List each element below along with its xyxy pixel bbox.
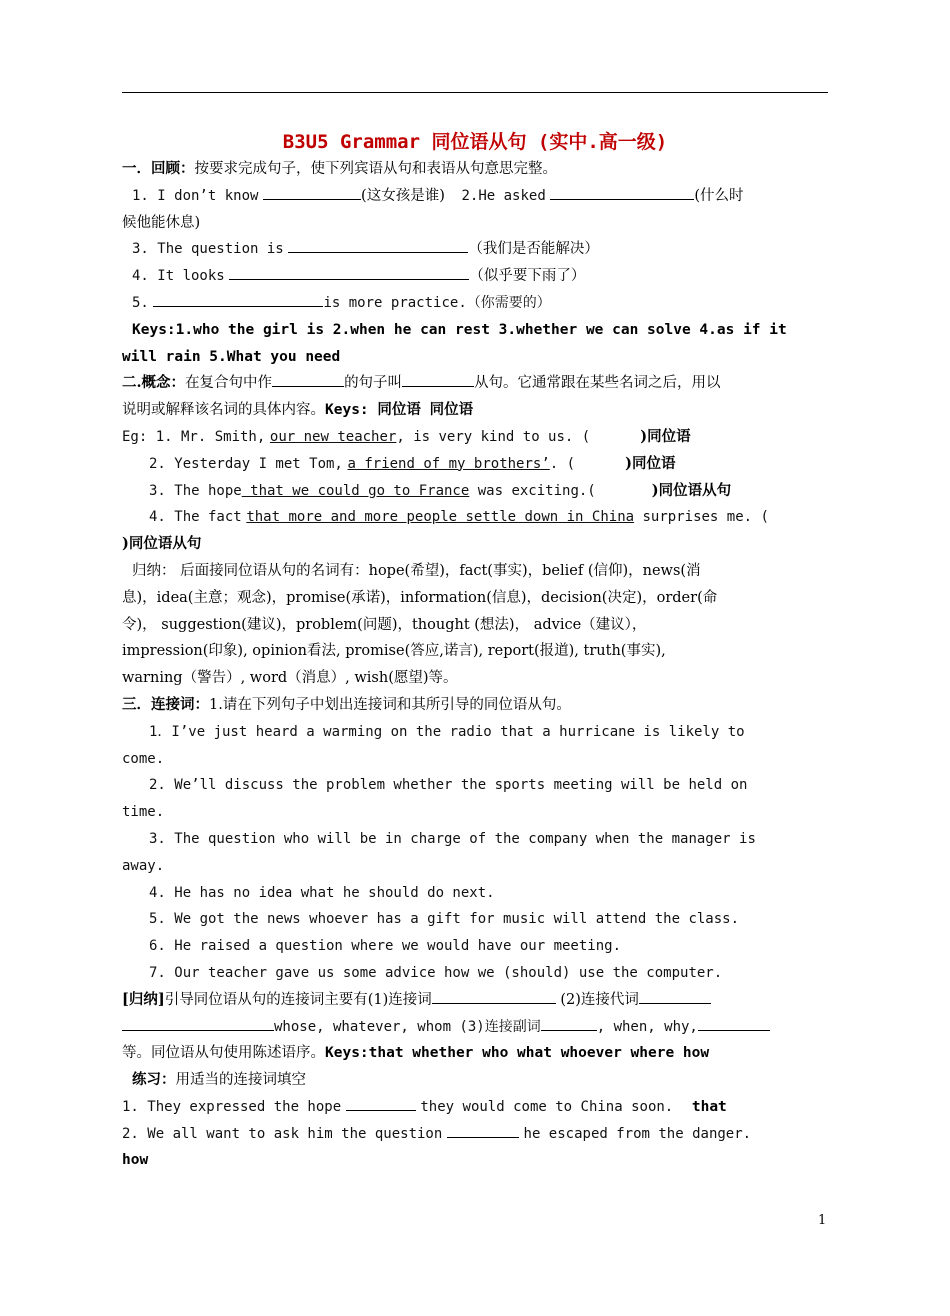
example-1: [122, 424, 828, 451]
practice-2: [122, 1121, 828, 1148]
p1-blank[interactable]: [346, 1096, 416, 1111]
example-2: [122, 451, 828, 478]
p1-start: 1. They expressed the hope: [122, 1098, 342, 1115]
eg2-underlined: a friend of my brothers’: [347, 455, 550, 472]
connector-text-2: (2)连接代词: [555, 991, 639, 1008]
item-7: 7. Our teacher gave us some advice how we (should) use the computer.: [149, 964, 723, 981]
page-title: B3U5 Grammar 同位语从句 (实中.高一级): [282, 131, 668, 153]
connector-text-1: 引导同位语从句的连接词主要有(1)连接词: [164, 991, 432, 1008]
item-5: 5. We got the news whoever has a gift for music will attend the class.: [149, 911, 740, 928]
connector-blank-2[interactable]: [639, 989, 711, 1004]
section3-heading: 三．连接词：: [122, 695, 209, 713]
concept-text-2: 的句子叫: [344, 375, 403, 392]
concept-blank-2[interactable]: [402, 372, 474, 387]
eg3-underlined: that we could go to France: [241, 482, 470, 499]
p2-blank[interactable]: [447, 1123, 519, 1138]
concept-text-4: 说明或解释该名词的具体内容。: [122, 402, 325, 419]
summary-tag: [归纳]: [122, 990, 165, 1008]
eg4-underlined: that more and more people settle down in China: [246, 509, 635, 526]
section1-keys-line1: Keys:1.who the girl is 2.when he can rest 3.whether we can solve 4.as if it: [132, 321, 787, 338]
example-3: [122, 478, 828, 505]
section2-line1: [122, 370, 828, 397]
q3-blank[interactable]: [288, 238, 468, 253]
summary-line-3: 令)， suggestion(建议)，problem(问题)，thought (想法)， advice（建议），: [122, 616, 647, 633]
header-rule: [122, 92, 828, 93]
connector-text-5: 等。同位语从句使用陈述语序。: [122, 1045, 325, 1062]
summary-line-1: 归纳： 后面接同位语从句的名词有：hope(希望)，fact(事实)，belief (信仰)，news(消: [132, 562, 701, 579]
q1-text: 1. I don’t know: [132, 187, 259, 204]
q5-blank[interactable]: [153, 292, 323, 307]
summary-line-5: warning（警告）, word（消息）, wish(愿望)等。: [122, 670, 458, 687]
q4-blank[interactable]: [229, 265, 469, 280]
eg1-start: Eg: 1. Mr. Smith,: [122, 428, 266, 445]
p2-end: he escaped from the danger.: [523, 1125, 752, 1142]
eg3-answer: )同位语从句: [651, 481, 732, 499]
item-1b: come.: [122, 750, 165, 767]
q2-blank[interactable]: [550, 185, 694, 200]
item-4: 4. He has no idea what he should do next.: [149, 884, 495, 901]
connector-blank-1[interactable]: [432, 989, 556, 1004]
question-5: [122, 290, 828, 317]
eg3-mid: was exciting.(: [469, 482, 596, 499]
section1-keys-line2: will rain 5.What you need: [122, 348, 341, 365]
item-3b: away.: [122, 857, 165, 874]
section2-line2: [122, 397, 828, 424]
item-1a: 1．I’ve just heard a warming on the radio that a hurricane is likely to: [149, 723, 745, 740]
connector-summary-line1: [122, 987, 828, 1014]
section3-heading-line: [122, 692, 828, 719]
item-2b: time.: [122, 804, 165, 821]
p1-end: they would come to China soon.: [420, 1098, 674, 1115]
q4-hint: （似乎要下雨了）: [469, 268, 586, 285]
q3-hint: （我们是否能解决）: [468, 241, 599, 258]
section1-heading: 一．回顾：: [122, 160, 195, 177]
summary-line-4: impression(印象), opinion看法, promise(答应,诺言), report(报道), truth(事实),: [122, 643, 666, 660]
connector-summary-line3: [122, 1040, 828, 1067]
q1-hint: (这女孩是谁): [361, 187, 445, 204]
example-4: [122, 504, 828, 531]
p2-key: how: [122, 1152, 149, 1169]
concept-text-3: 从句。它通常跟在某些名词之后，用以: [474, 375, 721, 392]
practice-1: [122, 1094, 828, 1121]
item-6: 6. He raised a question where we would have our meeting.: [149, 938, 622, 955]
connector-text-4: , when, why,: [596, 1018, 698, 1035]
q5-hint: is more practice.（你需要的）: [323, 294, 551, 311]
p1-key: that: [691, 1098, 727, 1115]
worksheet-page: [122, 130, 828, 1174]
connector-summary-line2: [122, 1014, 828, 1041]
page-number: 1: [818, 1213, 827, 1228]
summary-line-2: 息)，idea(主意；观念)，promise(承诺)，information(信息)，decision(决定)，order(命: [122, 589, 718, 606]
connector-blank-3[interactable]: [541, 1016, 597, 1031]
item-3a: 3. The question who will be in charge of the company when the manager is: [149, 830, 756, 847]
question-1-2: [122, 183, 828, 210]
section3-intro: 1.请在下列句子中划出连接词和其所引导的同位语从句。: [209, 696, 571, 713]
item-2a: 2. We’ll discuss the problem whether the sports meeting will be held on: [149, 777, 748, 794]
section2-heading: 二.概念：: [122, 374, 186, 392]
concept-text-1: 在复合句中作: [185, 375, 273, 392]
question-3: [122, 236, 828, 263]
eg3-start: 3. The hope: [149, 482, 242, 499]
eg1-mid: , is very kind to us. (: [396, 428, 591, 445]
q2-text: 2.He asked: [461, 187, 546, 204]
practice-intro: 用适当的连接词填空: [175, 1072, 306, 1089]
connector-blank-2b[interactable]: [122, 1016, 274, 1031]
example-4-answer: )同位语从句: [122, 535, 202, 553]
section1-intro: 按要求完成句子，使下列宾语从句和表语从句意思完整。: [194, 161, 557, 177]
q5-text: 5.: [132, 294, 149, 311]
question-4: [122, 263, 828, 290]
q4-text: 4. It looks: [132, 268, 225, 285]
question-2-cont: 候他能休息): [122, 214, 201, 231]
concept-blank-1[interactable]: [272, 372, 344, 387]
p2-start: 2. We all want to ask him the question: [122, 1125, 443, 1142]
section2-keys: Keys: 同位语 同位语: [325, 402, 474, 419]
eg4-mid: surprises me. (: [634, 509, 769, 526]
q1-blank[interactable]: [263, 185, 361, 200]
section3-keys: Keys:that whether who what whoever where how: [325, 1045, 710, 1062]
eg2-answer: )同位语: [625, 454, 676, 472]
eg4-start: 4. The fact: [149, 509, 242, 526]
practice-heading-line: [122, 1067, 828, 1094]
eg1-answer: )同位语: [640, 427, 691, 445]
section1-heading-line: [122, 156, 828, 183]
eg2-start: 2. Yesterday I met Tom,: [149, 455, 343, 472]
connector-text-3: whose, whatever, whom (3)连接副词: [274, 1018, 541, 1035]
q2-hint: (什么时: [694, 187, 744, 204]
q3-text: 3. The question is: [132, 241, 284, 258]
eg2-mid: . (: [549, 455, 576, 472]
connector-blank-4[interactable]: [698, 1016, 770, 1031]
eg1-underlined: our new teacher: [269, 428, 397, 445]
practice-heading: 练习：: [132, 1071, 176, 1089]
